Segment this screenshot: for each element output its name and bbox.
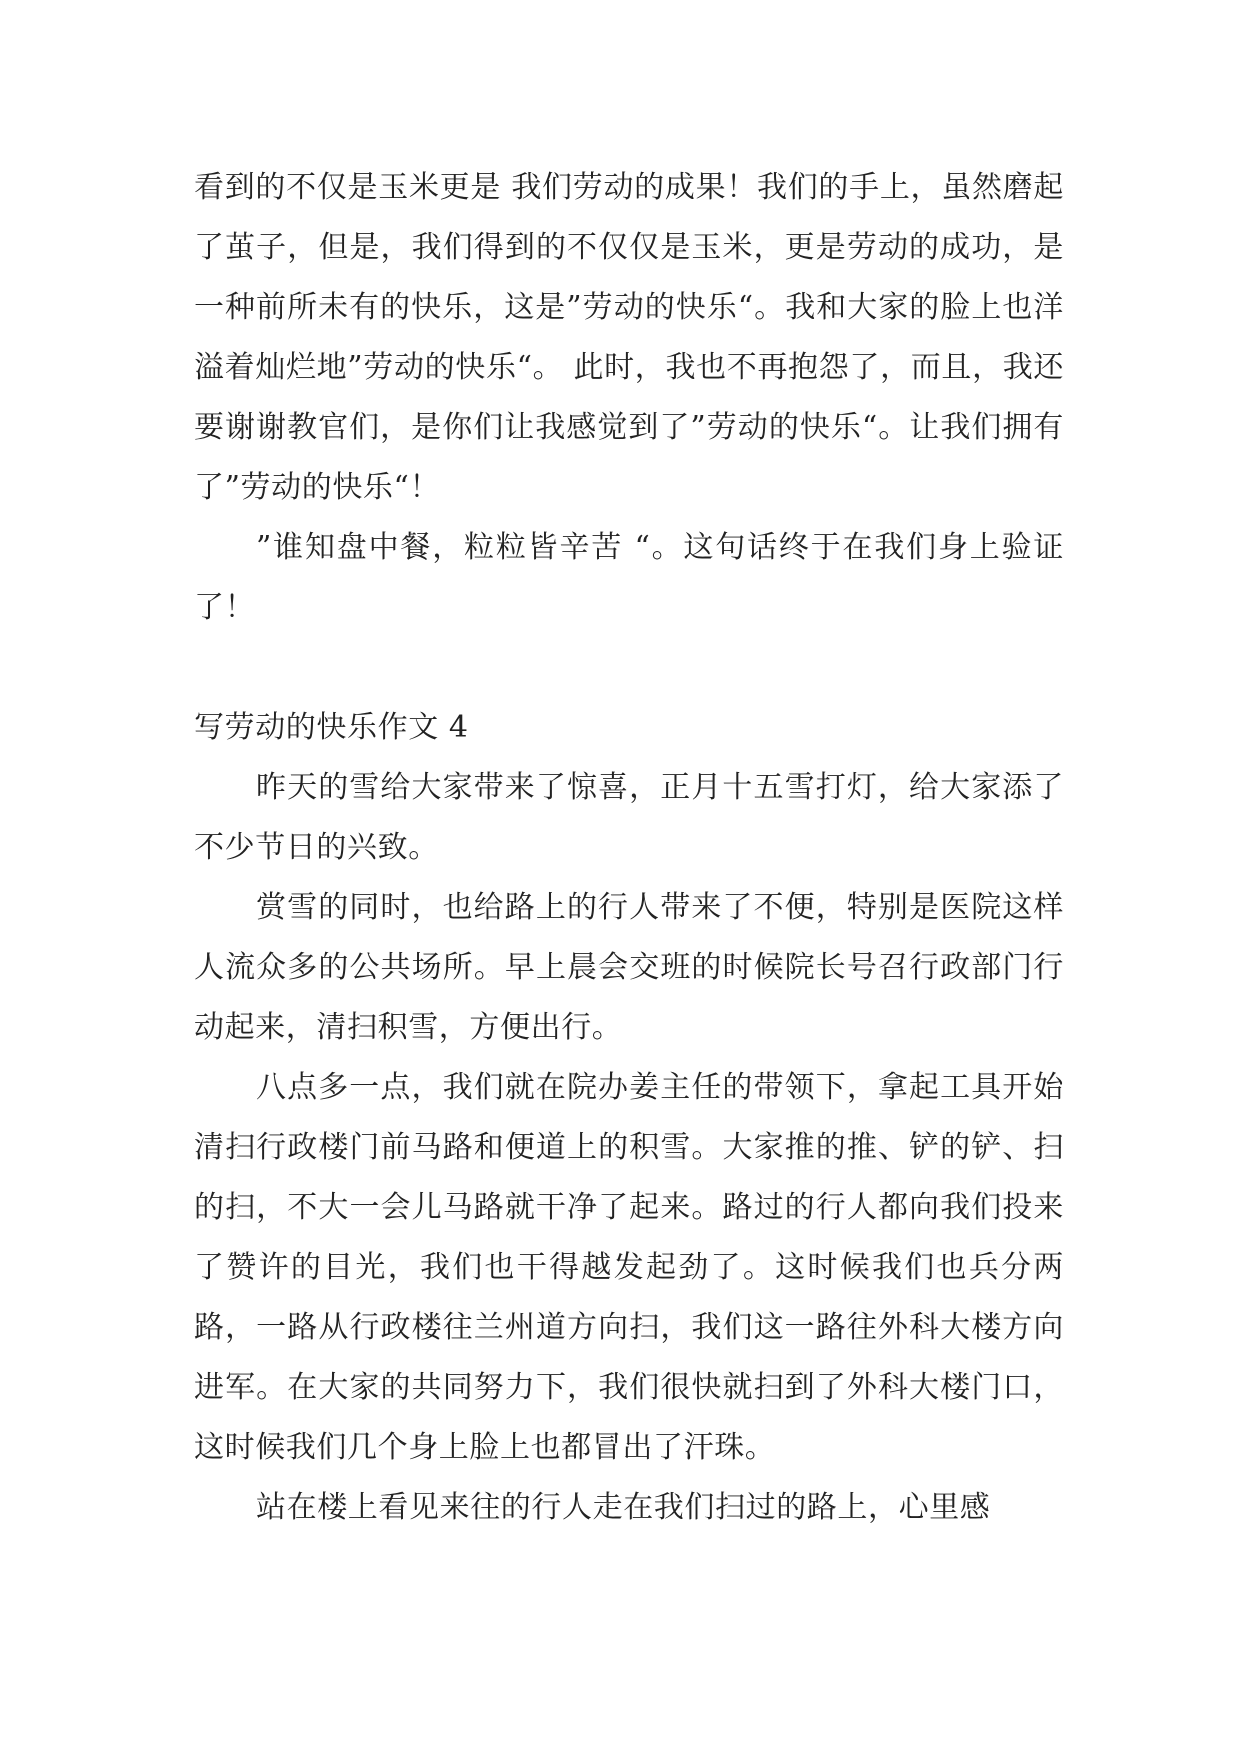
document-body [194,158,1064,1538]
paragraph-continued: 看到的不仅是玉米更是 我们劳动的成果！我们的手上，虽然磨起了茧子，但是，我们得到的不仅仅是玉米，更是劳动的成功，是一种前所未有的快乐，这是”劳动的快乐“。我和大家的脸上也洋溢着灿烂地”劳动的快乐“。 此时，我也不再抱怨了，而且，我还要谢谢教官们，是你们让我感觉到了”劳动的快乐“。让我们拥有了”劳动的快乐“！ [194,170,1064,505]
paragraph-proverb: ”谁知盘中餐，粒粒皆辛苦 “。这句话终于在我们身上验证了！ [194,530,1064,625]
paragraph-sweeping: 八点多一点，我们就在院办姜主任的带领下，拿起工具开始清扫行政楼门前马路和便道上的积雪。大家推的推、铲的铲、扫的扫，不大一会儿马路就干净了起来。路过的行人都向我们投来了赞许的目光，我们也干得越发起劲了。这时候我们也兵分两路，一路从行政楼往兰州道方向扫，我们这一路往外科大楼方向进军。在大家的共同努力下，我们很快就扫到了外科大楼门口，这时候我们几个身上脸上也都冒出了汗珠。 [194,1070,1064,1465]
section-heading: 写劳动的快乐作文 4 [194,710,469,745]
paragraph-inconvenience: 赏雪的同时，也给路上的行人带来了不便，特别是医院这样人流众多的公共场所。早上晨会交班的时候院长号召行政部门行动起来，清扫积雪，方便出行。 [194,890,1064,1045]
paragraph-feeling: 站在楼上看见来往的行人走在我们扫过的路上，心里感 [256,1490,991,1525]
paragraph-snow-surprise: 昨天的雪给大家带来了惊喜，正月十五雪打灯，给大家添了不少节日的兴致。 [194,770,1064,865]
